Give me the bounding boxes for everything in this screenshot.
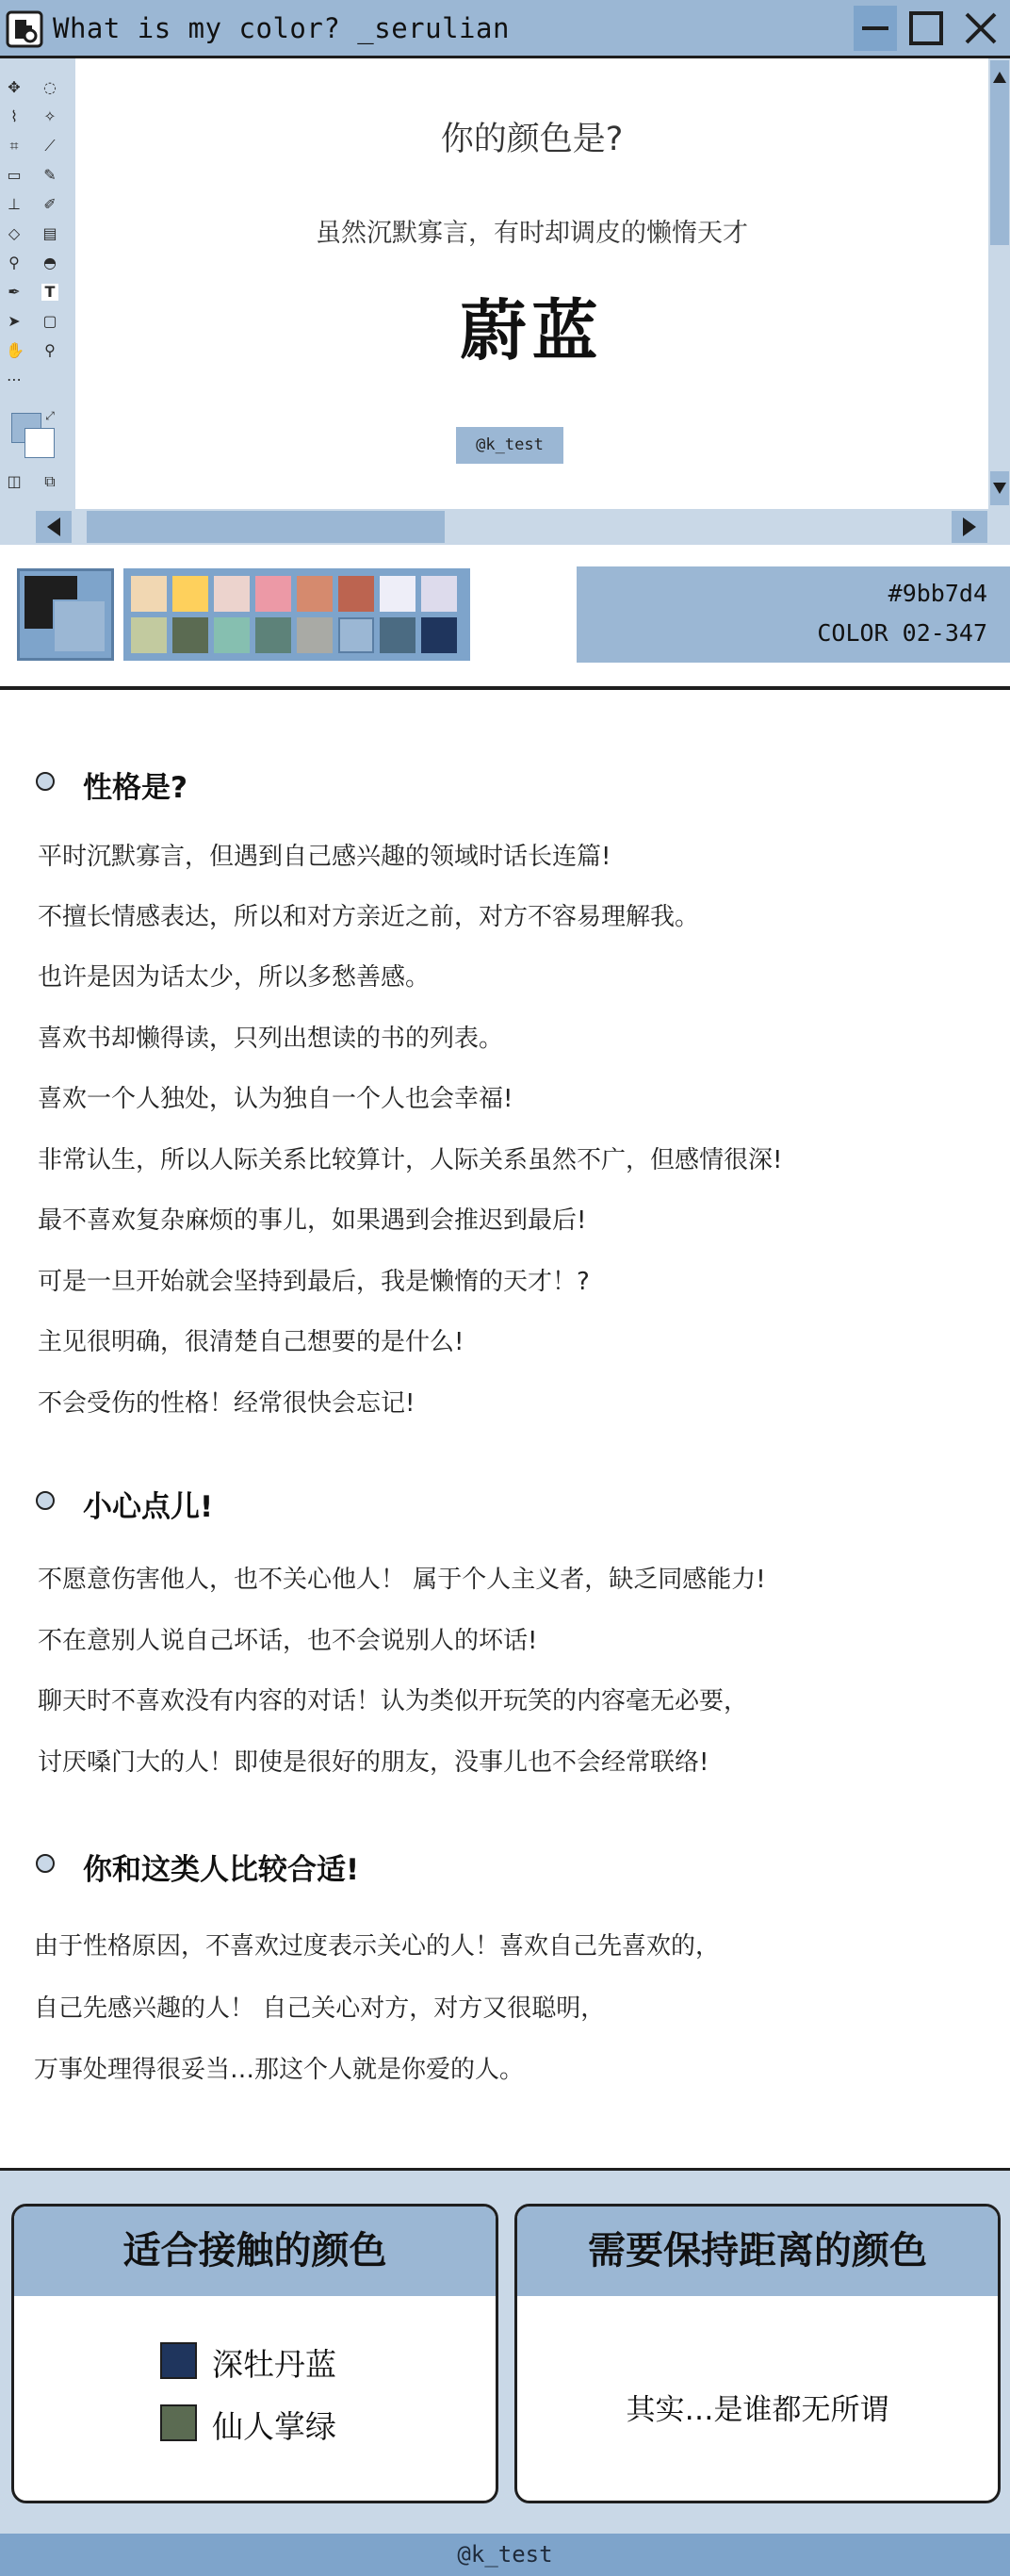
pen-tool-icon[interactable]: ✒ [8,283,21,301]
brush-tool-icon[interactable]: ✎ [43,166,57,184]
text-line: 非常认生，所以人际关系比较算计，人际关系虽然不广，但感情很深! [38,1146,783,1174]
background-color-chip[interactable] [24,428,55,458]
palette-swatch[interactable] [255,617,291,653]
palette-swatch[interactable] [297,617,333,653]
color-label: 仙人掌绿 [212,2408,336,2445]
good-colors-title: 适合接触的颜色 [14,2207,496,2296]
lasso-tool-icon[interactable]: ⌇ [10,107,18,125]
magic-wand-tool-icon[interactable]: ✧ [43,107,57,125]
move-tool-icon[interactable]: ✥ [8,78,21,96]
palette-swatch[interactable] [172,617,208,653]
canvas-question: 你的颜色是? [440,121,624,158]
palette-swatch[interactable] [172,576,208,612]
close-icon [959,6,1002,51]
text-line: 不擅长情感表达，所以和对方亲近之前，对方不容易理解我。 [38,903,700,931]
eraser-tool-icon[interactable]: ◇ [8,224,21,242]
eyedropper-tool-icon[interactable]: ⟋ [44,137,56,155]
screen-mode-icon[interactable]: ⧉ [44,472,56,490]
crop-tool-icon[interactable]: ⌗ [9,137,19,155]
palette-swatch[interactable] [338,617,374,653]
scroll-right-icon [952,511,987,543]
palette-swatch[interactable] [255,576,291,612]
quick-mask-icon[interactable]: ◫ [7,472,22,490]
color-code-box [577,566,1010,663]
section-title: 性格是? [83,771,187,805]
color-name: 蔚蓝 [460,292,604,369]
title-bar [0,0,1010,58]
minimize-icon [854,6,897,51]
canvas-tagline: 虽然沉默寡言，有时却调皮的懒惰天才 [316,219,748,248]
more-tools-icon[interactable]: ⋯ [7,370,22,388]
text-line: 由于性格原因，不喜欢过度表示关心的人！喜欢自己先喜欢的， [34,1932,721,1961]
text-line: 可是一旦开始就会坚持到最后，我是懒惰的天才！? [38,1268,590,1296]
palette-swatch[interactable] [421,576,457,612]
patch-tool-icon[interactable]: ▭ [7,166,22,184]
color-label: 深牡丹蓝 [212,2346,336,2383]
hand-tool-icon[interactable]: ✋ [6,341,24,359]
palette-swatch[interactable] [131,576,167,612]
avoid-colors-title: 需要保持距离的颜色 [517,2207,998,2296]
gradient-tool-icon[interactable]: ▤ [42,224,57,242]
text-line: 喜欢一个人独处，认为独自一个人也会幸福! [38,1085,513,1113]
text-tool-icon[interactable]: T [41,284,58,301]
palette-swatch[interactable] [421,617,457,653]
text-line: 讨厌嗓门大的人！即使是很好的朋友，没事儿也不会经常联络! [38,1748,709,1777]
text-line: 最不喜欢复杂麻烦的事儿，如果遇到会推迟到最后! [38,1206,587,1235]
bullet-icon [36,1854,55,1873]
palette-swatch[interactable] [214,617,250,653]
palette-swatch[interactable] [214,576,250,612]
window-title: What is my color? _serulian [53,12,510,44]
scroll-right-button[interactable] [952,511,987,543]
shape-tool-icon[interactable]: ▢ [42,312,57,330]
color-swatch [160,2404,197,2441]
color-code: COLOR 02-347 [817,619,987,647]
minimize-button[interactable] [854,6,897,51]
tool-palette [0,58,75,511]
section-title: 小心点儿! [83,1490,214,1524]
text-line: 聊天时不喜欢没有内容的对话！认为类似开玩笑的内容毫无必要， [38,1687,749,1715]
text-line: 不愿意伤害他人，也不关心他人！ 属于个人主义者，缺乏同感能力! [38,1566,766,1594]
avoid-colors-card [514,2204,1001,2503]
text-line: 万事处理得很妥当…那这个人就是你爱的人。 [34,2056,525,2084]
palette-swatch[interactable] [297,576,333,612]
scroll-down-icon [990,471,1009,505]
bullet-icon [36,1491,55,1510]
palette-swatch[interactable] [380,576,415,612]
section-title: 你和这类人比较合适! [83,1853,360,1887]
vertical-scroll-thumb[interactable] [990,94,1009,245]
select-arrow-tool-icon[interactable]: ➤ [8,312,21,330]
marquee-tool-icon[interactable]: ◌ [43,78,57,96]
canvas-handle-badge: @k_test [456,427,563,464]
swap-colors-icon[interactable]: ⤢ [45,409,55,422]
text-line: 不会受伤的性格！经常很快会忘记! [38,1389,415,1418]
text-line: 喜欢书却懒得读，只列出想读的书的列表。 [38,1025,504,1053]
app-icon [6,10,43,48]
horizontal-scroll-thumb[interactable] [87,511,445,543]
scroll-down-button[interactable] [990,471,1009,505]
bullet-icon [36,772,55,791]
scroll-up-button[interactable] [990,60,1009,94]
swatch-panel [123,568,470,661]
maximize-button[interactable] [904,6,948,51]
dodge-tool-icon[interactable]: ◓ [43,254,57,271]
good-colors-card [11,2204,498,2503]
footer-handle: @k_test [0,2534,1010,2576]
palette-swatch[interactable] [380,617,415,653]
close-button[interactable] [959,6,1002,51]
text-line: 也许是因为话太少，所以多愁善感。 [38,963,431,992]
scroll-left-icon [36,511,72,543]
history-brush-tool-icon[interactable]: ✐ [43,195,57,213]
palette-swatch[interactable] [131,617,167,653]
section-divider [0,686,1010,690]
stamp-tool-icon[interactable]: ⊥ [8,195,21,213]
maximize-icon [904,6,948,51]
background-swatch[interactable] [53,599,106,653]
smudge-tool-icon[interactable]: ⚲ [8,254,20,271]
hex-code: #9bb7d4 [888,580,987,607]
color-swatch [160,2342,197,2379]
scroll-up-icon [990,60,1009,94]
text-line: 不在意别人说自己坏话，也不会说别人的坏话! [38,1627,538,1655]
avoid-colors-note: 其实…是谁都无所谓 [626,2393,889,2427]
zoom-tool-icon[interactable]: ⚲ [44,341,56,359]
text-line: 主见很明确，很清楚自己想要的是什么! [38,1328,464,1356]
text-line: 自己先感兴趣的人！ 自己关心对方，对方又很聪明， [34,1994,606,2023]
text-line: 平时沉默寡言，但遇到自己感兴趣的领域时话长连篇! [38,843,611,871]
scroll-left-button[interactable] [36,511,72,543]
palette-swatch[interactable] [338,576,374,612]
